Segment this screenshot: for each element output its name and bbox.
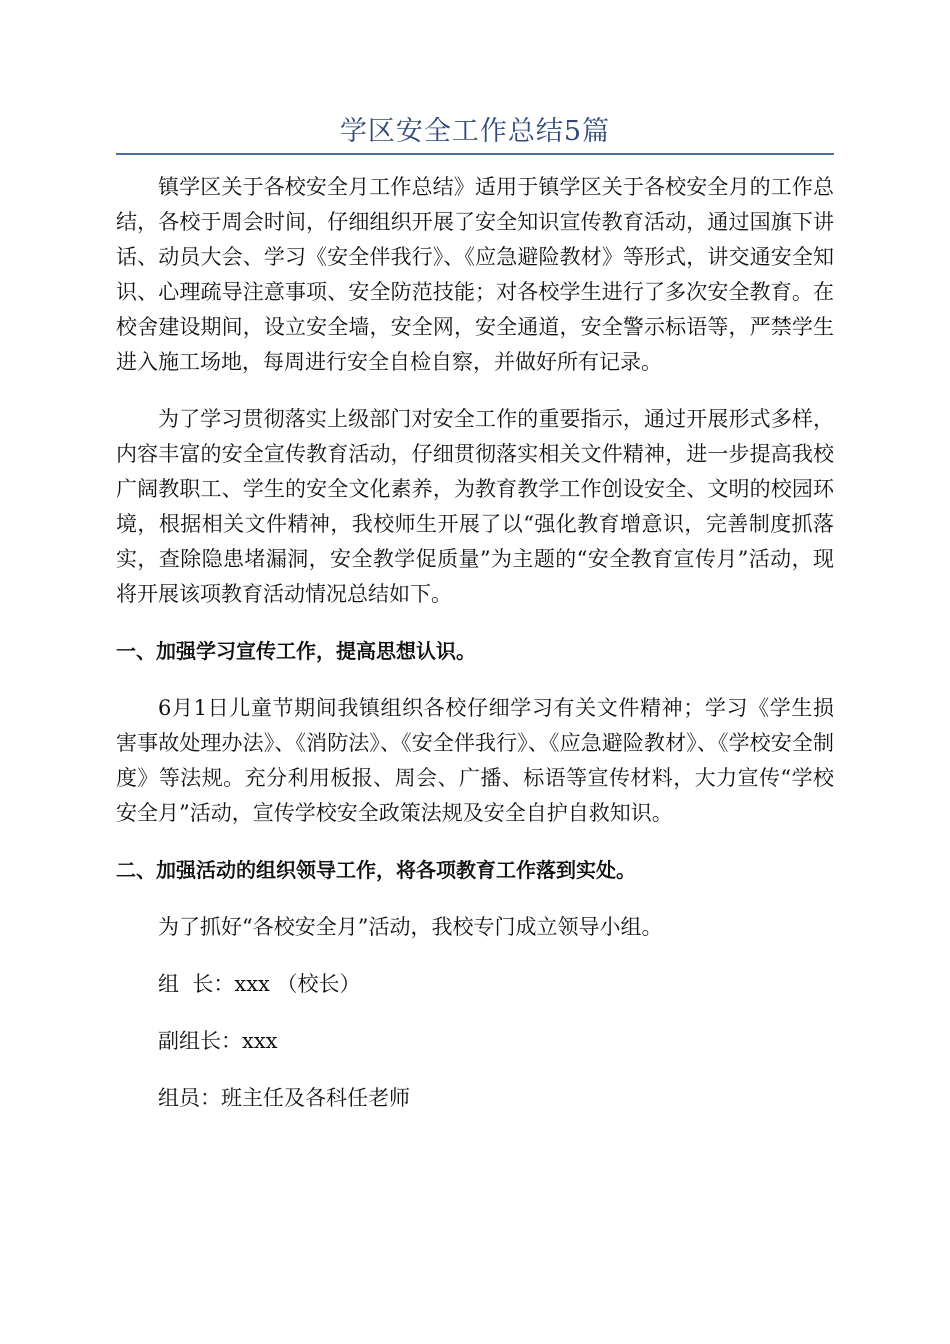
document-title: 学区安全工作总结5篇 xyxy=(339,116,611,147)
group-members-line: 组员：班主任及各科任老师 xyxy=(158,1086,410,1110)
title-underline xyxy=(116,153,834,155)
section-2-intro: 为了抓好“各校安全月”活动，我校专门成立领导小组。 xyxy=(158,915,663,939)
group-leader-line: 组 长：xxx （校长） xyxy=(158,972,361,996)
document-body xyxy=(116,170,834,1138)
section-1-heading: 一、加强学习宣传工作，提高思想认识。 xyxy=(116,639,476,663)
section-2-heading: 二、加强活动的组织领导工作，将各项教育工作落到实处。 xyxy=(116,858,636,882)
intro-paragraph-2: 为了学习贯彻落实上级部门对安全工作的重要指示，通过开展形式多样，内容丰富的安全宣传教育活动，仔细贯彻落实相关文件精神，进一步提高我校广阔教职工、学生的安全文化素养，为教育教学工作创设安全、文明的校园环境，根据相关文件精神，我校师生开展了以“强化教育增意识，完善制度抓落实，查除隐患堵漏洞，安全教学促质量”为主题的“安全教育宣传月”活动，现将开展该项教育活动情况总结如下。 xyxy=(116,407,834,606)
section-1-paragraph: 6月1日儿童节期间我镇组织各校仔细学习有关文件精神；学习《学生损害事故处理办法》、《消防法》、《安全伴我行》、《应急避险教材》、《学校安全制度》等法规。充分利用板报、周会、广播、标语等宣传材料，大力宣传“学校安全月”活动，宣传学校安全政策法规及安全自护自救知识。 xyxy=(116,696,834,825)
intro-paragraph-1: 镇学区关于各校安全月工作总结》适用于镇学区关于各校安全月的工作总结，各校于周会时间，仔细组织开展了安全知识宣传教育活动，通过国旗下讲话、动员大会、学习《安全伴我行》、《应急避险教材》等形式，讲交通安全知识、心理疏导注意事项、安全防范技能；对各校学生进行了多次安全教育。在校舍建设期间，设立安全墙，安全网，安全通道，安全警示标语等，严禁学生进入施工场地，每周进行安全自检自察，并做好所有记录。 xyxy=(116,175,834,374)
deputy-leader-line: 副组长：xxx xyxy=(158,1029,278,1053)
